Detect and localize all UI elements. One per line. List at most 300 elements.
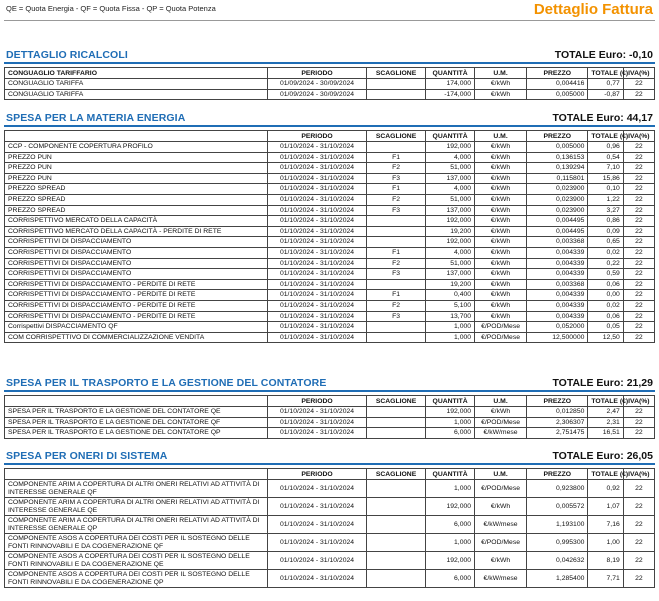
cell-period: 01/10/2024 - 31/10/2024 [268,300,367,311]
cell-period: 01/09/2024 - 30/09/2024 [268,79,367,90]
column-header-prezzo: PREZZO [527,131,588,142]
cell-tier [366,428,425,439]
column-header-periodo: PERIODO [268,469,367,480]
cell-description: CONGUAGLIO TARIFFA [5,79,268,90]
cell-price: 2,751475 [527,428,588,439]
column-header-iva: IVA(%) [623,68,654,79]
column-header-prezzo: PREZZO [527,469,588,480]
cell-unit: €/kWh [475,237,527,248]
cell-price: 12,500000 [527,332,588,343]
cell-vat: 22 [623,534,654,552]
cell-tier [366,89,425,100]
cell-vat: 22 [623,407,654,418]
cell-total: 0,05 [588,322,623,333]
cell-total: 0,65 [588,237,623,248]
cell-unit: €/kWh [475,205,527,216]
cell-price: 0,136153 [527,152,588,163]
cell-total: 1,00 [588,534,623,552]
cell-price: 0,004339 [527,258,588,269]
cell-vat: 22 [623,247,654,258]
cell-quantity: 19,200 [426,279,475,290]
cell-description: SPESA PER IL TRASPORTO E LA GESTIONE DEL CONTATORE QF [5,417,268,428]
cell-description: COMPONENTE ARIM A COPERTURA DI ALTRI ONERI RELATIVI AD ATTIVITÀ DI INTERESSE GENERALE QE [5,498,268,516]
cell-vat: 22 [623,428,654,439]
column-header-quantita: QUANTITÀ [426,469,475,480]
cell-tier: F1 [366,290,425,301]
cell-tier: F3 [366,311,425,322]
cell-total: 15,86 [588,173,623,184]
cell-total: 0,92 [588,480,623,498]
cell-unit: €/kWh [475,163,527,174]
cell-tier [366,480,425,498]
table-row [5,258,655,269]
column-header-quantita: QUANTITÀ [426,68,475,79]
cell-tier [366,417,425,428]
cell-quantity: 4,000 [426,247,475,258]
table-row [5,311,655,322]
cell-unit: €/kWh [475,279,527,290]
cell-tier [366,534,425,552]
section-3 [4,449,655,588]
table-header-row [5,396,655,407]
cell-price: 0,052000 [527,322,588,333]
cell-tier: F1 [366,247,425,258]
table-header-row [5,469,655,480]
column-header-scaglione: SCAGLIONE [366,131,425,142]
cell-description: Corrispettivi DISPACCIAMENTO QF [5,322,268,333]
table-row [5,142,655,153]
charges-table [4,67,655,100]
cell-total: 12,50 [588,332,623,343]
cell-description: COMPONENTE ARIM A COPERTURA DI ALTRI ONERI RELATIVI AD ATTIVITÀ DI INTERESSE GENERALE QP [5,516,268,534]
cell-description: CORRISPETTIVI DI DISPACCIAMENTO [5,247,268,258]
cell-quantity: 51,000 [426,163,475,174]
cell-vat: 22 [623,269,654,280]
cell-total: 0,02 [588,300,623,311]
cell-tier [366,79,425,90]
table-row [5,79,655,90]
section-title: DETTAGLIO RICALCOLI [6,49,128,61]
cell-period: 01/10/2024 - 31/10/2024 [268,428,367,439]
table-row [5,322,655,333]
cell-vat: 22 [623,163,654,174]
cell-price: 0,005000 [527,89,588,100]
section-title: SPESA PER ONERI DI SISTEMA [6,450,168,462]
cell-period: 01/09/2024 - 30/09/2024 [268,89,367,100]
cell-quantity: 6,000 [426,428,475,439]
column-header-um: U.M. [475,68,527,79]
table-row [5,247,655,258]
column-header-iva: IVA(%) [623,131,654,142]
cell-total: 0,06 [588,311,623,322]
section-header [4,48,655,64]
cell-total: 1,22 [588,194,623,205]
cell-tier [366,516,425,534]
table-row [5,480,655,498]
cell-total: 1,07 [588,498,623,516]
cell-period: 01/10/2024 - 31/10/2024 [268,407,367,418]
table-row [5,417,655,428]
table-row [5,173,655,184]
table-row [5,184,655,195]
cell-description: PREZZO SPREAD [5,205,268,216]
cell-tier: F3 [366,205,425,216]
cell-tier: F1 [366,184,425,195]
column-header-prezzo: PREZZO [527,68,588,79]
cell-unit: €/kW/mese [475,570,527,588]
cell-price: 0,023900 [527,194,588,205]
cell-period: 01/10/2024 - 31/10/2024 [268,498,367,516]
cell-unit: €/kWh [475,89,527,100]
cell-price: 0,012850 [527,407,588,418]
cell-unit: €/kWh [475,194,527,205]
cell-unit: €/kWh [475,290,527,301]
cell-unit: €/POD/Mese [475,480,527,498]
cell-quantity: 13,700 [426,311,475,322]
cell-tier [366,279,425,290]
section-2 [4,376,655,439]
column-header-um: U.M. [475,396,527,407]
section-1 [4,111,655,343]
cell-total: 0,22 [588,258,623,269]
table-row [5,89,655,100]
cell-period: 01/10/2024 - 31/10/2024 [268,417,367,428]
cell-tier [366,237,425,248]
cell-quantity: 1,000 [426,332,475,343]
cell-price: 0,923800 [527,480,588,498]
table-row [5,407,655,418]
column-header-scaglione: SCAGLIONE [366,68,425,79]
cell-description: CORRISPETTIVI DI DISPACCIAMENTO [5,237,268,248]
cell-description: CORRISPETTIVI DI DISPACCIAMENTO [5,258,268,269]
cell-quantity: 174,000 [426,79,475,90]
cell-tier [366,226,425,237]
cell-period: 01/10/2024 - 31/10/2024 [268,258,367,269]
cell-price: 0,004339 [527,290,588,301]
section-total: TOTALE Euro: 21,29 [552,377,653,389]
cell-description: COMPONENTE ASOS A COPERTURA DEI COSTI PER IL SOSTEGNO DELLE FONTI RINNOVABILI E DA COGENERAZIONE QF [5,534,268,552]
cell-total: 0,06 [588,279,623,290]
cell-price: 0,995300 [527,534,588,552]
column-header-um: U.M. [475,131,527,142]
cell-description: CORRISPETTIVI DI DISPACCIAMENTO - PERDITE DI RETE [5,311,268,322]
cell-period: 01/10/2024 - 31/10/2024 [268,311,367,322]
cell-price: 2,306307 [527,417,588,428]
cell-quantity: -174,000 [426,89,475,100]
cell-description: PREZZO SPREAD [5,194,268,205]
table-row [5,279,655,290]
cell-period: 01/10/2024 - 31/10/2024 [268,237,367,248]
cell-description: COMPONENTE ASOS A COPERTURA DEI COSTI PER IL SOSTEGNO DELLE FONTI RINNOVABILI E DA COGENERAZIONE QP [5,570,268,588]
cell-total: 0,96 [588,142,623,153]
cell-vat: 22 [623,552,654,570]
cell-quantity: 192,000 [426,552,475,570]
column-header-totale: TOTALE (€) [588,68,623,79]
cell-unit: €/kWh [475,247,527,258]
cell-period: 01/10/2024 - 31/10/2024 [268,480,367,498]
cell-total: 0,59 [588,269,623,280]
cell-description: CORRISPETTIVI DI DISPACCIAMENTO [5,269,268,280]
cell-vat: 22 [623,226,654,237]
cell-total: -0,87 [588,89,623,100]
cell-quantity: 1,000 [426,322,475,333]
cell-vat: 22 [623,79,654,90]
cell-description: CORRISPETTIVO MERCATO DELLA CAPACITÀ - PERDITE DI RETE [5,226,268,237]
cell-tier: F2 [366,163,425,174]
cell-quantity: 19,200 [426,226,475,237]
cell-unit: €/POD/Mese [475,322,527,333]
cell-price: 0,004416 [527,79,588,90]
cell-vat: 22 [623,205,654,216]
cell-vat: 22 [623,152,654,163]
cell-vat: 22 [623,300,654,311]
cell-tier: F2 [366,194,425,205]
cell-quantity: 6,000 [426,570,475,588]
cell-total: 8,19 [588,552,623,570]
cell-tier [366,498,425,516]
cell-vat: 22 [623,173,654,184]
cell-quantity: 192,000 [426,407,475,418]
column-header-description [5,396,268,407]
cell-tier [366,570,425,588]
cell-vat: 22 [623,332,654,343]
cell-unit: €/kWh [475,552,527,570]
cell-unit: €/kWh [475,269,527,280]
column-header-totale: TOTALE (€) [588,396,623,407]
cell-quantity: 0,400 [426,290,475,301]
cell-tier [366,322,425,333]
cell-price: 0,004495 [527,226,588,237]
cell-total: 0,00 [588,290,623,301]
cell-description: SPESA PER IL TRASPORTO E LA GESTIONE DEL CONTATORE QP [5,428,268,439]
section-title: SPESA PER LA MATERIA ENERGIA [6,112,186,124]
cell-period: 01/10/2024 - 31/10/2024 [268,226,367,237]
cell-quantity: 192,000 [426,216,475,227]
cell-quantity: 192,000 [426,498,475,516]
cell-quantity: 192,000 [426,142,475,153]
section-title: SPESA PER IL TRASPORTO E LA GESTIONE DEL CONTATORE [6,377,327,389]
table-row [5,226,655,237]
cell-total: 0,10 [588,184,623,195]
cell-vat: 22 [623,194,654,205]
cell-description: CONGUAGLIO TARIFFA [5,89,268,100]
cell-quantity: 1,000 [426,480,475,498]
cell-vat: 22 [623,498,654,516]
section-0 [4,48,655,100]
cell-vat: 22 [623,570,654,588]
cell-quantity: 5,100 [426,300,475,311]
section-header [4,376,655,392]
cell-period: 01/10/2024 - 31/10/2024 [268,152,367,163]
cell-tier [366,142,425,153]
cell-period: 01/10/2024 - 31/10/2024 [268,322,367,333]
cell-unit: €/POD/Mese [475,534,527,552]
cell-vat: 22 [623,279,654,290]
cell-unit: €/kWh [475,216,527,227]
column-header-description: CONGUAGLIO TARIFFARIO [5,68,268,79]
cell-total: 0,54 [588,152,623,163]
cell-unit: €/kWh [475,407,527,418]
cell-vat: 22 [623,516,654,534]
table-row [5,205,655,216]
cell-quantity: 137,000 [426,269,475,280]
cell-price: 1,193100 [527,516,588,534]
cell-total: 16,51 [588,428,623,439]
column-header-scaglione: SCAGLIONE [366,396,425,407]
cell-unit: €/POD/Mese [475,417,527,428]
cell-description: CORRISPETTIVO MERCATO DELLA CAPACITÀ [5,216,268,227]
cell-description: CCP - COMPONENTE COPERTURA PROFILO [5,142,268,153]
cell-vat: 22 [623,237,654,248]
cell-period: 01/10/2024 - 31/10/2024 [268,279,367,290]
table-row [5,163,655,174]
cell-period: 01/10/2024 - 31/10/2024 [268,173,367,184]
column-header-iva: IVA(%) [623,469,654,480]
cell-description: COM CORRISPETTIVO DI COMMERCIALIZZAZIONE VENDITA [5,332,268,343]
cell-unit: €/kWh [475,300,527,311]
table-row [5,516,655,534]
cell-period: 01/10/2024 - 31/10/2024 [268,142,367,153]
cell-unit: €/kW/mese [475,428,527,439]
cell-total: 0,02 [588,247,623,258]
column-header-description [5,131,268,142]
cell-price: 0,023900 [527,184,588,195]
table-header-row [5,68,655,79]
cell-price: 0,004339 [527,247,588,258]
cell-vat: 22 [623,216,654,227]
table-row [5,428,655,439]
cell-price: 0,004339 [527,269,588,280]
cell-tier: F2 [366,258,425,269]
cell-vat: 22 [623,290,654,301]
cell-tier [366,216,425,227]
cell-vat: 22 [623,89,654,100]
cell-period: 01/10/2024 - 31/10/2024 [268,570,367,588]
cell-price: 0,023900 [527,205,588,216]
cell-tier [366,407,425,418]
cell-description: PREZZO SPREAD [5,184,268,195]
cell-unit: €/kWh [475,311,527,322]
cell-description: PREZZO PUN [5,173,268,184]
cell-tier: F2 [366,300,425,311]
cell-quantity: 1,000 [426,534,475,552]
cell-vat: 22 [623,480,654,498]
page-title: Dettaglio Fattura [533,1,653,18]
cell-unit: €/POD/Mese [475,332,527,343]
cell-period: 01/10/2024 - 31/10/2024 [268,269,367,280]
section-total: TOTALE Euro: 26,05 [552,450,653,462]
header-divider [4,20,655,21]
cell-period: 01/10/2024 - 31/10/2024 [268,205,367,216]
cell-period: 01/10/2024 - 31/10/2024 [268,163,367,174]
column-header-totale: TOTALE (€) [588,469,623,480]
cell-period: 01/10/2024 - 31/10/2024 [268,184,367,195]
cell-vat: 22 [623,417,654,428]
cell-period: 01/10/2024 - 31/10/2024 [268,247,367,258]
cell-vat: 22 [623,258,654,269]
cell-vat: 22 [623,311,654,322]
cell-period: 01/10/2024 - 31/10/2024 [268,516,367,534]
table-row [5,152,655,163]
cell-total: 3,27 [588,205,623,216]
cell-description: COMPONENTE ASOS A COPERTURA DEI COSTI PER IL SOSTEGNO DELLE FONTI RINNOVABILI E DA COGENERAZIONE QE [5,552,268,570]
column-header-description [5,469,268,480]
cell-description: SPESA PER IL TRASPORTO E LA GESTIONE DEL CONTATORE QE [5,407,268,418]
table-header-row [5,131,655,142]
cell-period: 01/10/2024 - 31/10/2024 [268,534,367,552]
cell-unit: €/kWh [475,79,527,90]
cell-description: CORRISPETTIVI DI DISPACCIAMENTO - PERDITE DI RETE [5,300,268,311]
cell-description: PREZZO PUN [5,163,268,174]
cell-quantity: 192,000 [426,237,475,248]
column-header-scaglione: SCAGLIONE [366,469,425,480]
table-row [5,498,655,516]
cell-price: 0,042632 [527,552,588,570]
charges-table [4,130,655,343]
section-header [4,449,655,465]
column-header-quantita: QUANTITÀ [426,396,475,407]
column-header-um: U.M. [475,469,527,480]
table-row [5,216,655,227]
cell-vat: 22 [623,322,654,333]
cell-vat: 22 [623,142,654,153]
cell-price: 0,004339 [527,300,588,311]
cell-quantity: 1,000 [426,417,475,428]
table-row [5,290,655,301]
cell-description: CORRISPETTIVI DI DISPACCIAMENTO - PERDITE DI RETE [5,290,268,301]
cell-period: 01/10/2024 - 31/10/2024 [268,290,367,301]
cell-unit: €/kWh [475,498,527,516]
cell-unit: €/kW/mese [475,516,527,534]
cell-quantity: 137,000 [426,173,475,184]
cell-unit: €/kWh [475,173,527,184]
cell-unit: €/kWh [475,184,527,195]
cell-price: 0,115801 [527,173,588,184]
cell-price: 0,004339 [527,311,588,322]
column-header-iva: IVA(%) [623,396,654,407]
column-header-periodo: PERIODO [268,68,367,79]
cell-period: 01/10/2024 - 31/10/2024 [268,194,367,205]
column-header-prezzo: PREZZO [527,396,588,407]
cell-tier: F3 [366,269,425,280]
cell-total: 2,31 [588,417,623,428]
cell-quantity: 6,000 [426,516,475,534]
cell-price: 0,004495 [527,216,588,227]
cell-tier: F3 [366,173,425,184]
cell-total: 0,77 [588,79,623,90]
section-header [4,111,655,127]
cell-description: PREZZO PUN [5,152,268,163]
section-total: TOTALE Euro: -0,10 [554,49,653,61]
cell-period: 01/10/2024 - 31/10/2024 [268,216,367,227]
cell-total: 7,16 [588,516,623,534]
table-row [5,300,655,311]
table-row [5,269,655,280]
column-header-totale: TOTALE (€) [588,131,623,142]
cell-quantity: 4,000 [426,152,475,163]
cell-total: 7,71 [588,570,623,588]
cell-total: 2,47 [588,407,623,418]
table-row [5,332,655,343]
charges-table [4,468,655,588]
cell-price: 1,285400 [527,570,588,588]
cell-price: 0,005000 [527,142,588,153]
cell-tier [366,552,425,570]
table-row [5,194,655,205]
cell-price: 0,003368 [527,279,588,290]
cell-unit: €/kWh [475,258,527,269]
cell-description: COMPONENTE ARIM A COPERTURA DI ALTRI ONERI RELATIVI AD ATTIVITÀ DI INTERESSE GENERALE QF [5,480,268,498]
